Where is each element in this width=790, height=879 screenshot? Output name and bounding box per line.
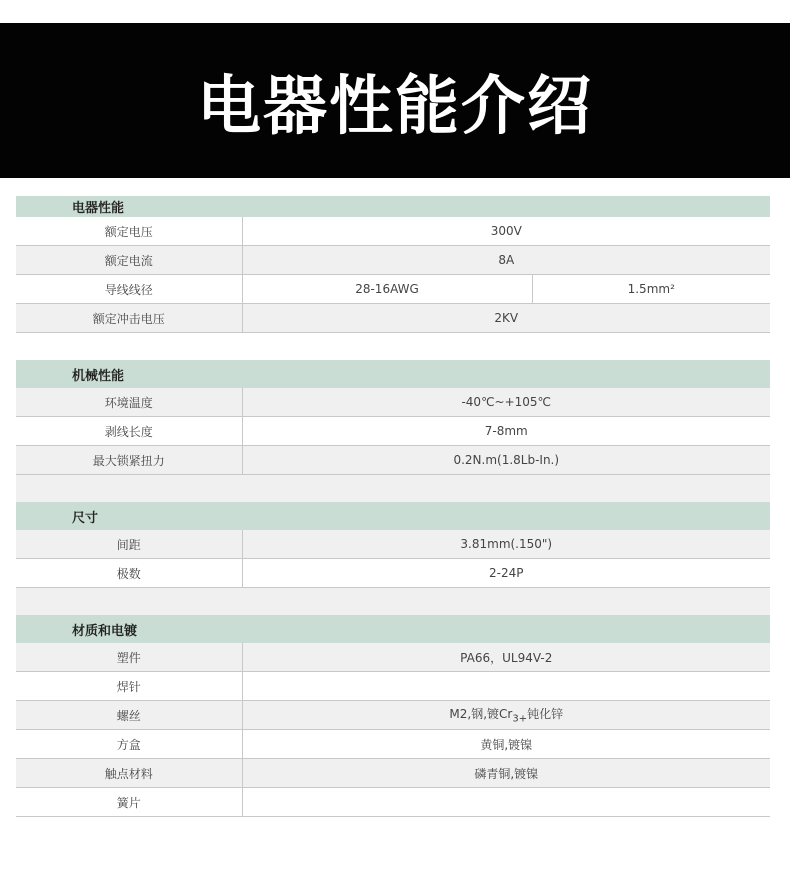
row-label: 触点材料: [16, 759, 242, 788]
row-label: 环境温度: [16, 388, 242, 417]
row-value: 0.2N.m(1.8Lb-In.): [242, 446, 770, 475]
row-value-awg: 28-16AWG: [242, 275, 532, 304]
row-value: 黄铜,镀镍: [242, 730, 770, 759]
title-banner: [0, 23, 790, 178]
table-row: [16, 246, 770, 275]
table-row: [16, 304, 770, 333]
row-label: 剥线长度: [16, 417, 242, 446]
spacer-row: [16, 588, 770, 616]
row-label: 额定电流: [16, 246, 242, 275]
section-title: 电器性能: [72, 201, 125, 216]
section-header-dimensions: [16, 502, 770, 530]
row-label: 螺丝: [16, 701, 242, 730]
table-row: [16, 417, 770, 446]
row-value-screw: [242, 701, 770, 730]
row-label: 额定冲击电压: [16, 304, 242, 333]
spacer-row: [16, 475, 770, 503]
row-label: 塑件: [16, 643, 242, 672]
screw-finish: 钝化锌: [527, 707, 564, 722]
row-value: 3.81mm(.150"): [242, 530, 770, 559]
table-row: [16, 643, 770, 672]
row-value-mm: 1.5mm²: [532, 275, 770, 304]
screw-material: M2,钢,镀Cr: [449, 707, 513, 722]
table-row: [16, 730, 770, 759]
row-label: 方盒: [16, 730, 242, 759]
table-row: [16, 759, 770, 788]
row-label: 簧片: [16, 788, 242, 817]
row-value: 7-8mm: [242, 417, 770, 446]
row-label: 极数: [16, 559, 242, 588]
row-value: PA66，UL94V-2: [242, 643, 770, 672]
table-row: [16, 217, 770, 246]
row-label: 间距: [16, 530, 242, 559]
table-row: [16, 788, 770, 817]
row-value: [242, 672, 770, 701]
spec-table: [16, 196, 770, 817]
spacer-row: [16, 333, 770, 361]
row-value: 8A: [242, 246, 770, 275]
section-title: 材质和电镀: [72, 623, 138, 639]
row-label: 导线线径: [16, 275, 242, 304]
table-row: [16, 388, 770, 417]
table-row: [16, 672, 770, 701]
row-label: 最大锁紧扭力: [16, 446, 242, 475]
row-value: 磷青铜,镀镍: [242, 759, 770, 788]
plating-subscript: 3+: [512, 713, 528, 725]
table-row: [16, 701, 770, 730]
row-value: -40℃~+105℃: [242, 388, 770, 417]
section-title: 机械性能: [72, 368, 125, 384]
row-value: [242, 788, 770, 817]
table-row: [16, 446, 770, 475]
table-row: [16, 275, 770, 304]
section-header-mechanical: [16, 360, 770, 388]
row-label: 焊针: [16, 672, 242, 701]
section-title: 尺寸: [72, 510, 99, 526]
section-header-electrical: [16, 196, 770, 217]
row-value: 2-24P: [242, 559, 770, 588]
row-label: 额定电压: [16, 217, 242, 246]
row-value: 2KV: [242, 304, 770, 333]
row-value: 300V: [242, 217, 770, 246]
page-title: 电器性能介绍: [197, 69, 593, 144]
section-header-materials: [16, 615, 770, 643]
table-row: [16, 530, 770, 559]
table-row: [16, 559, 770, 588]
